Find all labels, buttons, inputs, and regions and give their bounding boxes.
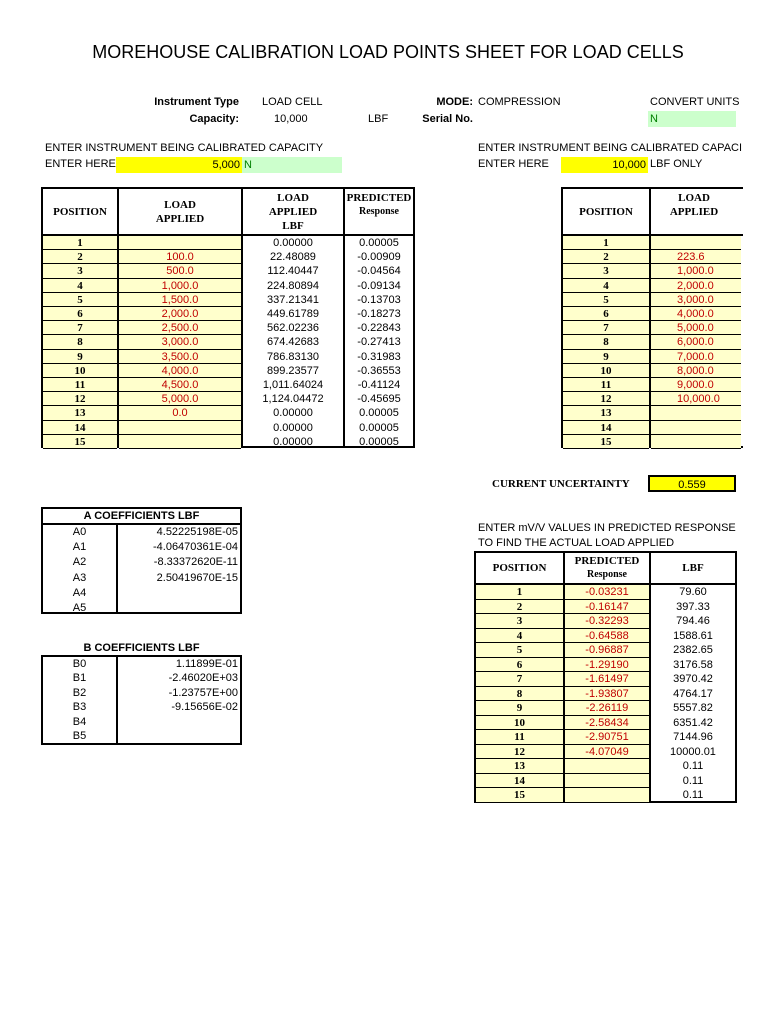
load-applied-cell[interactable]: 6,000.0 xyxy=(651,335,741,349)
load-lbf-cell: 899.23577 xyxy=(267,364,319,377)
load-applied-cell[interactable]: 5,000.0 xyxy=(651,321,741,335)
position-cell: 1 xyxy=(43,236,117,250)
table-row xyxy=(476,716,735,731)
table-row xyxy=(476,600,735,615)
coefficient-value: 4.52225198E-05 xyxy=(156,526,238,538)
position-cell: 8 xyxy=(476,687,563,702)
load-lbf-cell: 22.48089 xyxy=(270,251,316,264)
serial-label: Serial No. xyxy=(422,113,473,125)
coefficient-row xyxy=(43,571,240,586)
predicted-response-cell: 0.00005 xyxy=(359,421,399,434)
coefficient-value: -9.15656E-02 xyxy=(171,701,238,714)
table-row xyxy=(563,392,743,406)
coefficient-row xyxy=(43,671,240,685)
load-applied-cell[interactable]: 223.6 xyxy=(651,250,741,264)
header-position: POSITION xyxy=(492,562,547,574)
right-enter-here-label: ENTER HERE xyxy=(478,158,549,170)
table-row xyxy=(43,279,413,293)
predicted-response-cell: -0.45695 xyxy=(357,393,401,406)
lbf-result-cell: 0.11 xyxy=(682,789,704,801)
table-row xyxy=(43,364,413,378)
predicted-response-input[interactable]: -0.03231 xyxy=(565,585,649,600)
position-cell: 7 xyxy=(476,672,563,687)
table-row xyxy=(563,350,743,364)
coefficient-row xyxy=(43,686,240,700)
load-applied-cell[interactable]: 500.0 xyxy=(119,264,241,278)
table-row xyxy=(563,307,743,321)
position-cell: 14 xyxy=(476,774,563,789)
load-applied-cell[interactable] xyxy=(651,406,741,420)
b-coefficients-title: B COEFFICIENTS LBF xyxy=(83,642,200,654)
right-table-header xyxy=(563,189,743,236)
table-row xyxy=(563,421,743,435)
coefficient-name: A0 xyxy=(72,526,87,538)
table-row xyxy=(563,378,743,392)
header-load-applied-lbf: LOAD APPLIED LBF xyxy=(268,191,318,232)
coefficient-row xyxy=(43,715,240,729)
position-cell: 14 xyxy=(563,421,649,435)
lbf-result-cell: 0.11 xyxy=(682,774,704,787)
capacity-value[interactable]: 10,000 xyxy=(274,113,308,125)
left-unit-input[interactable]: N xyxy=(242,157,342,173)
left-entry-prompt: ENTER INSTRUMENT BEING CALIBRATED CAPACITY xyxy=(45,142,324,154)
table-row xyxy=(43,321,413,335)
right-entry-prompt: ENTER INSTRUMENT BEING CALIBRATED CAPACI xyxy=(478,142,743,154)
position-cell: 15 xyxy=(43,435,117,449)
header-load-applied: LOAD APPLIED xyxy=(155,198,205,225)
table-row xyxy=(476,788,735,803)
table-row xyxy=(563,364,743,378)
right-unit-label: LBF ONLY xyxy=(650,158,703,170)
position-cell: 1 xyxy=(476,585,563,600)
coefficient-value: -4.06470361E-04 xyxy=(152,541,238,554)
load-lbf-cell: 0.00000 xyxy=(273,237,313,249)
table-row xyxy=(43,293,413,307)
load-applied-cell[interactable]: 3,000.0 xyxy=(651,293,741,307)
load-lbf-cell: 337.21341 xyxy=(267,293,319,306)
coefficient-value: 2.50419670E-15 xyxy=(156,571,238,584)
position-cell: 6 xyxy=(43,307,117,321)
table-row xyxy=(476,701,735,716)
mv-instructions-line1: ENTER mV/V VALUES IN PREDICTED RESPONSE xyxy=(478,522,736,534)
convert-units-label: CONVERT UNITS xyxy=(650,96,740,108)
coefficient-name: B5 xyxy=(72,729,87,742)
instrument-type-value[interactable]: LOAD CELL xyxy=(262,96,323,108)
predicted-response-input[interactable]: -2.90751 xyxy=(565,730,649,745)
uncertainty-value: 0.559 xyxy=(648,475,736,492)
table-row xyxy=(43,335,413,349)
position-cell: 6 xyxy=(476,658,563,673)
position-cell: 12 xyxy=(563,392,649,406)
predicted-response-cell: -0.22843 xyxy=(357,322,401,335)
a-coefficients-table xyxy=(41,507,242,614)
coefficient-name: B4 xyxy=(72,715,87,728)
coefficient-name: A1 xyxy=(72,541,87,554)
table-row xyxy=(43,350,413,364)
table-row xyxy=(43,421,413,435)
table-row xyxy=(43,392,413,406)
lbf-result-cell: 3176.58 xyxy=(673,658,713,671)
load-applied-cell[interactable]: 9,000.0 xyxy=(651,378,741,392)
load-applied-cell[interactable]: 0.0 xyxy=(119,406,241,420)
position-cell: 1 xyxy=(563,236,649,250)
lbf-result-cell: 794.46 xyxy=(676,615,710,627)
load-lbf-cell: 0.00000 xyxy=(273,421,313,434)
table-row xyxy=(563,250,743,264)
predicted-response-cell: 0.00005 xyxy=(359,435,399,448)
table-row xyxy=(476,730,735,745)
position-cell: 2 xyxy=(563,250,649,264)
table-row xyxy=(563,264,743,278)
predicted-response-input[interactable]: -2.26119 xyxy=(565,701,649,716)
left-table-header xyxy=(43,189,413,236)
position-cell: 4 xyxy=(476,629,563,644)
right-capacity-input[interactable]: 10,000 xyxy=(561,157,648,173)
load-lbf-cell: 1,124.04472 xyxy=(262,393,324,406)
header-predicted-response: PREDICTED Response xyxy=(574,555,640,580)
mv-table-header xyxy=(476,553,735,585)
load-lbf-cell: 0.00000 xyxy=(273,435,313,448)
position-cell: 11 xyxy=(476,730,563,745)
load-lbf-cell: 562.02236 xyxy=(267,322,319,335)
left-load-table xyxy=(41,187,415,448)
convert-units-input[interactable]: N xyxy=(648,111,736,127)
load-applied-cell[interactable]: 1,500.0 xyxy=(119,293,241,307)
position-cell: 10 xyxy=(476,716,563,731)
load-applied-cell[interactable]: 2,500.0 xyxy=(119,321,241,335)
load-lbf-cell: 674.42683 xyxy=(267,336,319,349)
predicted-response-input[interactable]: -4.07049 xyxy=(565,745,649,760)
position-cell: 4 xyxy=(563,279,649,293)
table-row xyxy=(43,264,413,278)
load-applied-cell[interactable] xyxy=(119,236,241,250)
predicted-response-input[interactable] xyxy=(565,774,649,789)
table-row xyxy=(563,335,743,349)
lbf-result-cell: 1588.61 xyxy=(673,629,713,642)
position-cell: 13 xyxy=(563,406,649,420)
table-row xyxy=(476,643,735,658)
header-load-applied: LOAD APPLIED xyxy=(669,192,719,218)
position-cell: 9 xyxy=(43,350,117,364)
table-row xyxy=(476,745,735,760)
load-applied-cell[interactable]: 3,000.0 xyxy=(119,335,241,349)
position-cell: 3 xyxy=(563,264,649,278)
table-row xyxy=(563,236,743,250)
position-cell: 2 xyxy=(43,250,117,264)
predicted-response-input[interactable]: -2.58434 xyxy=(565,716,649,731)
lbf-result-cell: 5557.82 xyxy=(673,702,713,714)
table-row xyxy=(43,250,413,264)
coefficient-name: B0 xyxy=(72,658,87,670)
mv-lookup-table xyxy=(474,551,737,803)
load-applied-cell[interactable]: 4,000.0 xyxy=(119,364,241,378)
predicted-response-input[interactable]: -1.93807 xyxy=(565,687,649,702)
coefficient-name: A2 xyxy=(72,556,87,569)
coefficient-value: -1.23757E+00 xyxy=(168,686,238,699)
predicted-response-cell: 0.00005 xyxy=(359,407,399,420)
position-cell: 6 xyxy=(563,307,649,321)
load-applied-cell[interactable]: 2,000.0 xyxy=(119,307,241,321)
predicted-response-cell: -0.09134 xyxy=(357,279,401,292)
coefficient-row xyxy=(43,555,240,570)
table-row xyxy=(563,406,743,420)
predicted-response-cell: -0.04564 xyxy=(357,265,401,278)
lbf-result-cell: 0.11 xyxy=(682,760,704,772)
predicted-response-input[interactable]: -0.32293 xyxy=(565,614,649,629)
coefficient-row xyxy=(43,601,240,616)
capacity-unit: LBF xyxy=(368,113,389,125)
load-applied-cell[interactable] xyxy=(119,421,241,435)
load-applied-cell[interactable]: 4,500.0 xyxy=(119,378,241,392)
position-cell: 5 xyxy=(563,293,649,307)
predicted-response-cell: -0.18273 xyxy=(357,308,401,320)
predicted-response-input[interactable]: -1.61497 xyxy=(565,672,649,687)
lbf-result-cell: 6351.42 xyxy=(673,716,713,729)
load-applied-cell[interactable]: 1,000.0 xyxy=(651,264,741,278)
table-row xyxy=(43,378,413,392)
table-row xyxy=(476,759,735,774)
lbf-result-cell: 3970.42 xyxy=(673,673,713,685)
predicted-response-input[interactable]: -1.29190 xyxy=(565,658,649,673)
instrument-type-label: Instrument Type xyxy=(154,96,239,108)
predicted-response-input[interactable]: -0.16147 xyxy=(565,600,649,615)
header-lbf: LBF xyxy=(682,562,704,574)
position-cell: 14 xyxy=(43,421,117,435)
load-lbf-cell: 224.80894 xyxy=(267,279,319,292)
table-row xyxy=(563,293,743,307)
predicted-response-cell: -0.27413 xyxy=(357,336,401,349)
table-row xyxy=(476,614,735,629)
coefficient-name: B1 xyxy=(72,672,87,685)
predicted-response-cell: -0.00909 xyxy=(357,251,401,264)
coefficient-name: A5 xyxy=(72,601,87,614)
position-cell: 8 xyxy=(43,335,117,349)
table-row xyxy=(476,585,735,600)
predicted-response-cell: -0.36553 xyxy=(357,364,401,377)
coefficient-name: B3 xyxy=(72,701,87,714)
coefficient-name: A4 xyxy=(72,586,87,599)
predicted-response-input[interactable] xyxy=(565,759,649,774)
position-cell: 4 xyxy=(43,279,117,293)
load-lbf-cell: 449.61789 xyxy=(267,308,319,320)
table-row xyxy=(43,406,413,420)
coefficient-value: -8.33372620E-11 xyxy=(153,556,238,569)
lbf-result-cell: 7144.96 xyxy=(673,731,713,743)
predicted-response-cell: -0.13703 xyxy=(357,293,401,306)
coefficient-row xyxy=(43,657,240,671)
position-cell: 13 xyxy=(476,759,563,774)
predicted-response-input[interactable] xyxy=(565,788,649,803)
position-cell: 7 xyxy=(563,321,649,335)
position-cell: 11 xyxy=(563,378,649,392)
position-cell: 9 xyxy=(563,350,649,364)
position-cell: 13 xyxy=(43,406,117,420)
table-row xyxy=(476,774,735,789)
position-cell: 2 xyxy=(476,600,563,615)
predicted-response-cell: -0.41124 xyxy=(357,379,401,391)
coefficient-row xyxy=(43,729,240,743)
left-enter-here-label: ENTER HERE xyxy=(45,158,116,170)
header-predicted-response: PREDICTED Response xyxy=(346,192,412,217)
header-position: POSITION xyxy=(579,205,633,218)
position-cell: 8 xyxy=(563,335,649,349)
predicted-response-input[interactable]: -0.96887 xyxy=(565,643,649,658)
lbf-result-cell: 2382.65 xyxy=(673,644,713,656)
uncertainty-label: CURRENT UNCERTAINTY xyxy=(492,478,630,490)
load-applied-cell[interactable]: 7,000.0 xyxy=(651,350,741,364)
load-lbf-cell: 1,011.64024 xyxy=(262,379,324,391)
position-cell: 10 xyxy=(43,364,117,378)
right-load-table xyxy=(561,187,743,448)
position-cell: 9 xyxy=(476,701,563,716)
load-applied-cell[interactable]: 3,500.0 xyxy=(119,350,241,364)
load-applied-cell[interactable]: 2,000.0 xyxy=(651,279,741,293)
lbf-result-cell: 79.60 xyxy=(679,586,707,598)
coefficient-value: 1.11899E-01 xyxy=(175,658,238,670)
predicted-response-cell: 0.00005 xyxy=(359,237,399,249)
position-cell: 5 xyxy=(476,643,563,658)
load-applied-cell[interactable]: 5,000.0 xyxy=(119,392,241,406)
coefficient-row xyxy=(43,586,240,601)
position-cell: 10 xyxy=(563,364,649,378)
table-row xyxy=(476,658,735,673)
table-row xyxy=(563,321,743,335)
coefficient-row xyxy=(43,540,240,555)
position-cell: 15 xyxy=(563,435,649,449)
load-applied-cell[interactable] xyxy=(651,236,741,250)
mv-instructions-line2: TO FIND THE ACTUAL LOAD APPLIED xyxy=(478,537,675,549)
position-cell: 5 xyxy=(43,293,117,307)
page-title: MOREHOUSE CALIBRATION LOAD POINTS SHEET FOR LOAD CELLS xyxy=(92,42,684,62)
mode-label: MODE: xyxy=(436,96,473,108)
load-applied-cell[interactable] xyxy=(119,435,241,449)
load-applied-cell[interactable]: 1,000.0 xyxy=(119,279,241,293)
lbf-result-cell: 397.33 xyxy=(676,600,710,613)
coefficient-row xyxy=(43,525,240,540)
position-cell: 3 xyxy=(476,614,563,629)
load-applied-cell[interactable]: 10,000.0 xyxy=(651,392,741,406)
position-cell: 12 xyxy=(43,392,117,406)
header-position: POSITION xyxy=(53,205,107,218)
coefficient-name: B2 xyxy=(72,686,87,699)
table-row xyxy=(476,629,735,644)
table-row xyxy=(476,687,735,702)
position-cell: 11 xyxy=(43,378,117,392)
table-row xyxy=(43,435,413,449)
position-cell: 15 xyxy=(476,788,563,803)
load-applied-cell[interactable]: 100.0 xyxy=(119,250,241,264)
load-lbf-cell: 786.83130 xyxy=(267,350,319,363)
load-applied-cell[interactable]: 8,000.0 xyxy=(651,364,741,378)
left-capacity-input[interactable]: 5,000 xyxy=(116,157,242,173)
load-lbf-cell: 0.00000 xyxy=(273,407,313,420)
position-cell: 3 xyxy=(43,264,117,278)
table-row xyxy=(563,279,743,293)
coefficient-name: A3 xyxy=(72,571,87,584)
position-cell: 7 xyxy=(43,321,117,335)
lbf-result-cell: 10000.01 xyxy=(670,745,716,758)
position-cell: 12 xyxy=(476,745,563,760)
coefficient-value: -2.46020E+03 xyxy=(168,672,238,685)
capacity-label: Capacity: xyxy=(189,113,239,125)
table-row xyxy=(563,435,743,449)
predicted-response-input[interactable]: -0.64588 xyxy=(565,629,649,644)
b-coefficients-table xyxy=(41,655,242,745)
load-lbf-cell: 112.40447 xyxy=(267,265,319,278)
load-applied-cell[interactable] xyxy=(651,421,741,435)
table-row xyxy=(43,236,413,250)
lbf-result-cell: 4764.17 xyxy=(673,687,713,700)
table-row xyxy=(43,307,413,321)
coefficient-row xyxy=(43,700,240,714)
load-applied-cell[interactable] xyxy=(651,435,741,449)
predicted-response-cell: -0.31983 xyxy=(357,350,401,363)
mode-value[interactable]: COMPRESSION xyxy=(478,96,561,108)
a-coefficients-title: A COEFFICIENTS LBF xyxy=(43,509,240,525)
table-row xyxy=(476,672,735,687)
load-applied-cell[interactable]: 4,000.0 xyxy=(651,307,741,321)
